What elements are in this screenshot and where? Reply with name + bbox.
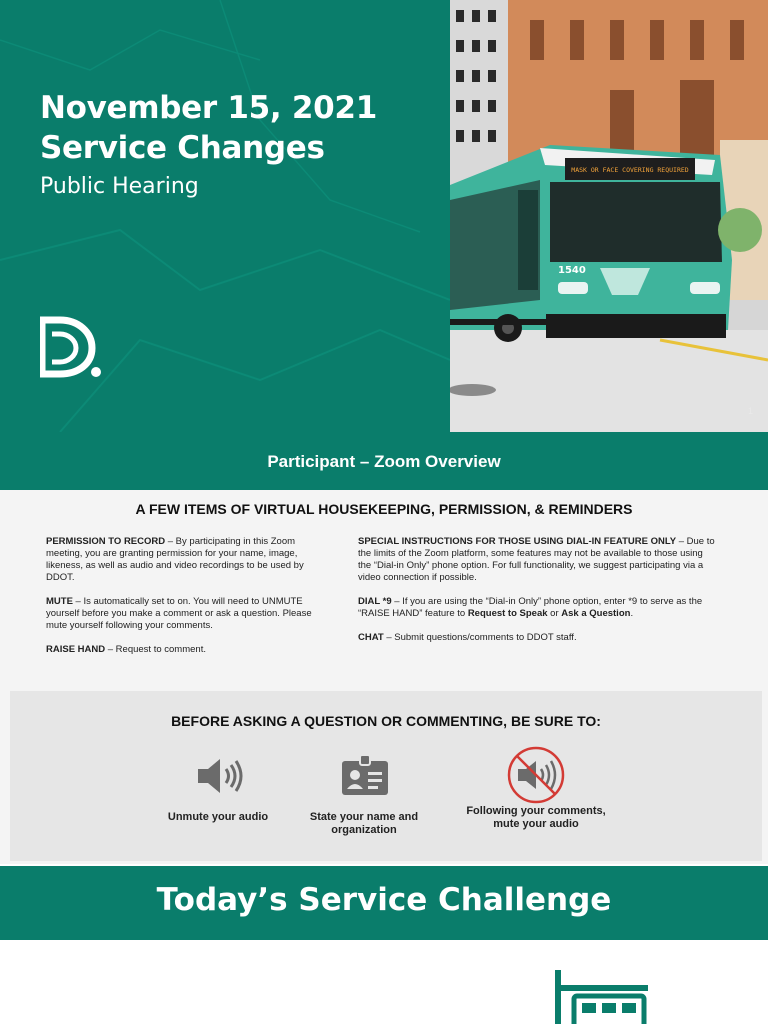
slide-title	[40, 88, 377, 168]
reminder-title: BEFORE ASKING A QUESTION OR COMMENTING, BE SURE TO:	[171, 713, 601, 729]
permission-item: PERMISSION TO RECORD – By participating in this Zoom meeting, you are granting permission for your name, image, likeness, as well as audio and video recordings to be used by DDOT.	[46, 536, 304, 583]
service-challenge-slide	[0, 864, 768, 1024]
special-instructions-item: SPECIAL INSTRUCTIONS FOR THOSE USING DIAL-IN FEATURE ONLY – Due to the limits of the Zoom platform, some features may not be available to those using the “Dial-in Only” phone option. For full functionality, we suggest participating via a video connection if possible.	[358, 536, 715, 583]
step-label: Unmute your audio	[167, 811, 269, 823]
bus-stop-icon	[552, 970, 652, 1024]
left-instructions	[46, 536, 316, 668]
title-text: Service Changes	[40, 130, 325, 166]
step-state-name	[294, 751, 434, 837]
dial-item: DIAL *9 – If you are using the “Dial-in Only” phone option, enter *9 to serve as the “RAISE HAND” feature to Request to Speak or Ask a Question.	[358, 596, 703, 619]
mute-item: MUTE – Is automatically set to on. You will need to UNMUTE yourself before you make a comment or ask a question. Please mute yourself following your comments.	[46, 596, 312, 631]
title-date: November 15, 2021	[40, 90, 377, 126]
bus-destination-sign: MASK OR FACE COVERING REQUIRED	[571, 166, 689, 174]
step-unmute	[148, 751, 288, 824]
step-label: State your name and organization	[309, 811, 419, 836]
zoom-overview-slide	[0, 432, 768, 864]
page-number: 1	[748, 406, 754, 416]
slide-subtitle: Public Hearing	[40, 174, 199, 199]
muted-speaker-icon	[506, 745, 566, 805]
slide-title: Participant – Zoom Overview	[267, 452, 501, 471]
slide-header	[0, 432, 768, 490]
housekeeping-heading: A FEW ITEMS OF VIRTUAL HOUSEKEEPING, PERMISSION, & REMINDERS	[135, 501, 633, 517]
ddot-logo-icon	[40, 316, 102, 378]
speaker-icon	[188, 751, 248, 801]
chat-item: CHAT – Submit questions/comments to DDOT staff.	[358, 632, 577, 643]
title-slide	[0, 0, 768, 432]
bus-photo	[450, 0, 768, 432]
right-instructions	[358, 536, 718, 656]
bus-number: 1540	[558, 265, 586, 276]
slide-title: Today’s Service Challenge	[156, 882, 612, 918]
reminder-box	[10, 691, 762, 861]
slide-header	[0, 866, 768, 940]
id-badge-icon	[334, 751, 394, 801]
step-mute-after	[466, 751, 606, 831]
raise-hand-item: RAISE HAND – Request to comment.	[46, 644, 206, 655]
step-label: Following your comments, mute your audio	[466, 805, 606, 830]
